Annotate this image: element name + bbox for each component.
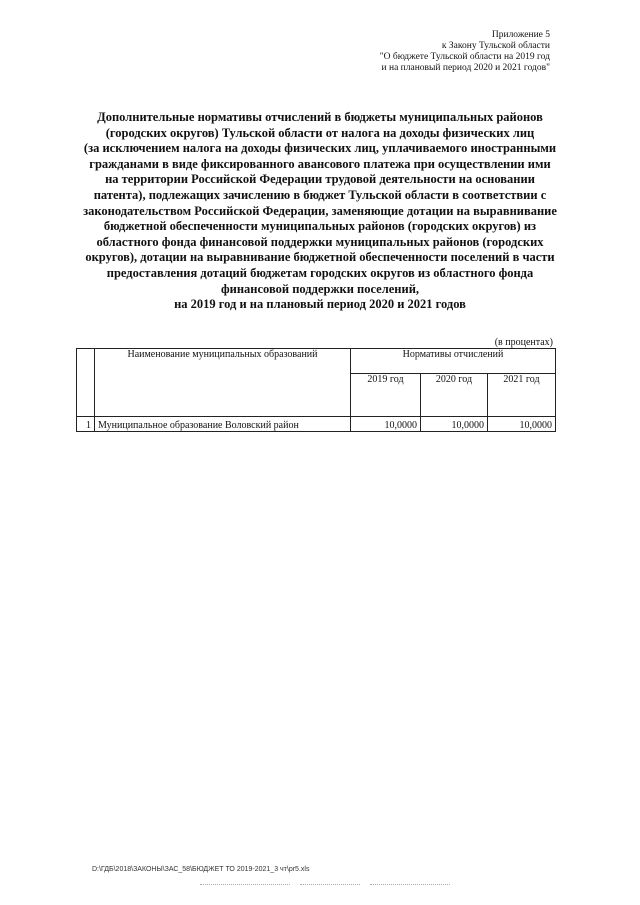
table-row [77, 417, 556, 432]
title-line: (городских округов) Тульской области от налога на доходы физических лиц [105, 125, 535, 140]
title-line: бюджетной обеспеченности муниципальных районов (городских округов) из [103, 219, 537, 234]
header-year-2021: 2021 год [488, 374, 556, 417]
title-line: предоставления дотаций бюджетам городских округов из областного фонда [106, 265, 534, 280]
header-year-2020: 2020 год [421, 374, 488, 417]
title-line: законодательством Российской Федерации, заменяющие дотации на выравнивание [83, 203, 557, 218]
title-line: на территории Российской Федерации трудовой деятельности на основании [105, 172, 535, 187]
scan-artifact-line [370, 884, 450, 886]
row-value-2021: 10,0000 [488, 417, 556, 432]
norms-table [76, 348, 556, 432]
row-number: 1 [77, 417, 95, 432]
row-name: Муниципальное образование Воловский район [95, 417, 351, 432]
header-name-cell: Наименование муниципальных образований [95, 349, 351, 417]
appendix-law-period: и на плановый период 2020 и 2021 годов" [381, 63, 550, 73]
header-norms-cell: Нормативы отчислений [351, 349, 556, 374]
appendix-law-ref: к Закону Тульской области [441, 41, 550, 51]
table-header-row [77, 349, 556, 374]
header-year-2019: 2019 год [351, 374, 421, 417]
title-line: округов), дотации на выравнивание бюджетной обеспеченности поселений в части [85, 250, 555, 265]
title-line: патента), подлежащих зачислению в бюджет Тульской области в соответствии с [93, 187, 547, 202]
title-line: областного фонда финансовой поддержки муниципальных районов (городских [96, 234, 544, 249]
header-number-cell [77, 349, 95, 417]
title-line: финансовой поддержки поселений, [220, 281, 420, 296]
title-line: гражданами в виде фиксированного авансового платежа при осуществлении ими [89, 156, 551, 171]
row-value-2019: 10,0000 [351, 417, 421, 432]
unit-note: (в процентах) [494, 337, 553, 348]
scan-artifact-line [200, 884, 290, 886]
row-value-2020: 10,0000 [421, 417, 488, 432]
title-line: на 2019 год и на плановый период 2020 и 2021 годов [174, 297, 466, 312]
file-path-footer: D:\ГДБ\2018\ЗАКОНЫ\ЗАС_58\БЮДЖЕТ ТО 2019-2021_3 чт\pr5.xls [92, 866, 310, 873]
scan-artifact-line [300, 884, 360, 886]
appendix-number: Приложение 5 [491, 30, 550, 40]
appendix-law-title: "О бюджете Тульской области на 2019 год [379, 52, 550, 62]
document-title [70, 110, 570, 313]
appendix-header [340, 30, 550, 74]
title-line: (за исключением налога на доходы физических лиц, уплачиваемого иностранными [83, 141, 557, 156]
title-line: Дополнительные нормативы отчислений в бюджеты муниципальных районов [97, 110, 543, 124]
